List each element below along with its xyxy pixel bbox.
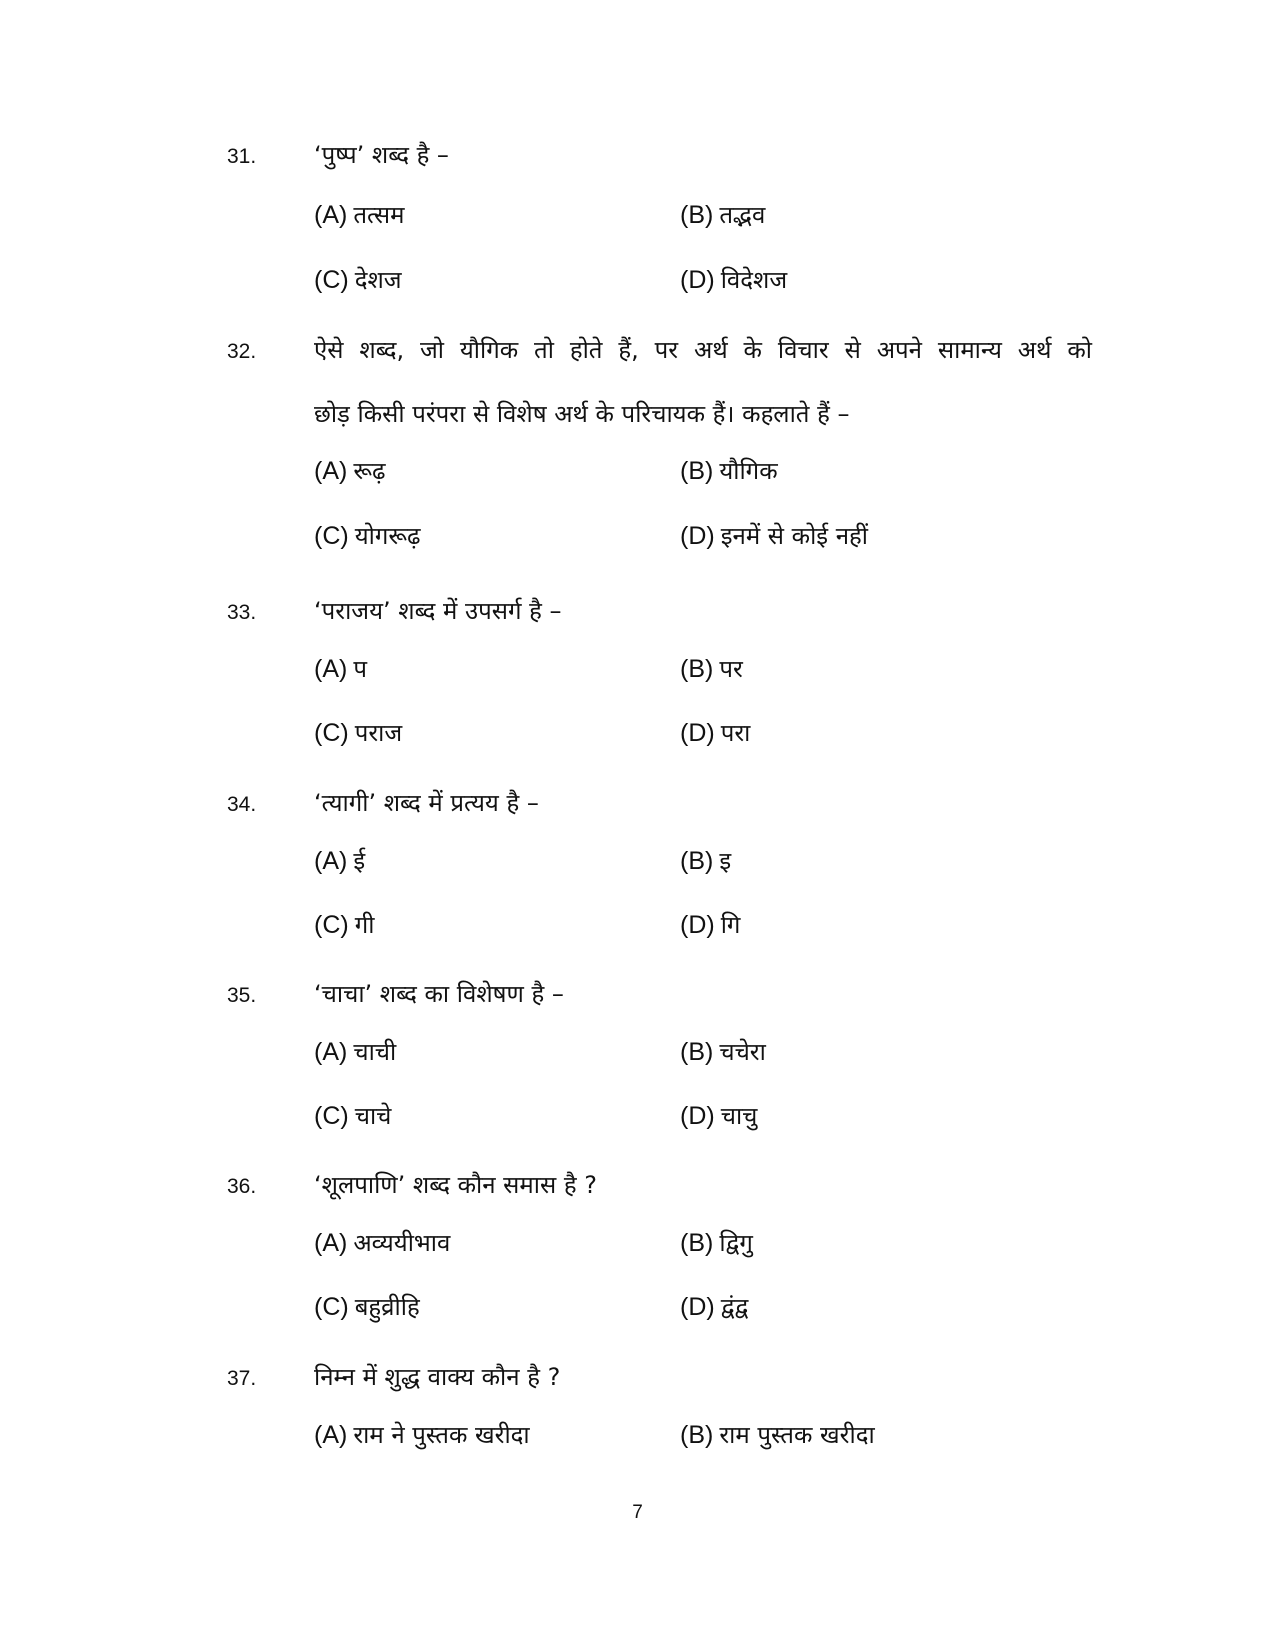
- question-line: [0, 394, 1275, 434]
- option-a[interactable]: [314, 1034, 396, 1070]
- question-line: [0, 1357, 1275, 1397]
- option-text: गि: [720, 911, 741, 939]
- option-label: (A): [314, 1229, 348, 1257]
- question-number: 32.: [227, 340, 257, 363]
- option-b[interactable]: [680, 843, 731, 879]
- question-text: ‘पुष्प’ शब्द है –: [314, 141, 449, 169]
- page-number: 7: [632, 1502, 643, 1523]
- option-c[interactable]: [314, 715, 402, 751]
- option-text: चाचे: [354, 1102, 392, 1130]
- option-text: अव्ययीभाव: [353, 1229, 451, 1257]
- question-number: 33.: [227, 601, 257, 624]
- question-text: ‘त्यागी’ शब्द में प्रत्यय है –: [314, 789, 539, 817]
- option-a[interactable]: [314, 197, 404, 233]
- option-text: राम ने पुस्तक खरीदा: [353, 1421, 530, 1449]
- option-b[interactable]: [680, 1417, 875, 1453]
- option-text: चाचु: [720, 1102, 758, 1130]
- option-label: (A): [314, 655, 348, 683]
- option-text: इनमें से कोई नहीं: [720, 522, 868, 550]
- option-d[interactable]: [680, 715, 750, 751]
- question-line: [0, 330, 1275, 370]
- option-label: (D): [680, 911, 715, 939]
- option-label: (B): [680, 201, 714, 229]
- option-text: गी: [354, 911, 375, 939]
- question-line: [0, 783, 1275, 823]
- option-label: (B): [680, 1229, 714, 1257]
- option-b[interactable]: [680, 1034, 766, 1070]
- option-text: चाची: [353, 1038, 397, 1066]
- option-text: देशज: [354, 266, 402, 294]
- option-label: (B): [680, 1038, 714, 1066]
- option-a[interactable]: [314, 453, 386, 489]
- option-c[interactable]: [314, 907, 374, 943]
- option-label: (C): [314, 911, 349, 939]
- option-text: विदेशज: [720, 266, 788, 294]
- option-label: (B): [680, 457, 714, 485]
- option-label: (D): [680, 1293, 715, 1321]
- question-text: ‘शूलपाणि’ शब्द कौन समास है ?: [314, 1171, 597, 1199]
- option-text: इ: [719, 847, 732, 875]
- option-c[interactable]: [314, 262, 402, 298]
- option-label: (D): [680, 266, 715, 294]
- option-text: ई: [353, 847, 366, 875]
- option-label: (C): [314, 266, 349, 294]
- question-text: निम्न में शुद्ध वाक्य कौन है ?: [314, 1363, 561, 1391]
- option-d[interactable]: [680, 1098, 757, 1134]
- option-label: (D): [680, 522, 715, 550]
- option-label: (D): [680, 1102, 715, 1130]
- question-line: [0, 135, 1275, 175]
- option-label: (C): [314, 1293, 349, 1321]
- question-number: 37.: [227, 1367, 257, 1390]
- option-b[interactable]: [680, 197, 765, 233]
- option-d[interactable]: [680, 907, 740, 943]
- question-number: 35.: [227, 984, 257, 1007]
- question-number: 31.: [227, 145, 257, 168]
- option-d[interactable]: [680, 1289, 748, 1325]
- question-line: [0, 591, 1275, 631]
- option-text: बहुव्रीहि: [354, 1293, 420, 1321]
- option-label: (A): [314, 847, 348, 875]
- option-a[interactable]: [314, 651, 367, 687]
- option-label: (B): [680, 847, 714, 875]
- option-text: रूढ़: [353, 457, 386, 485]
- option-text: तद्भव: [719, 201, 766, 229]
- question-text: ‘पराजय’ शब्द में उपसर्ग है –: [314, 597, 562, 625]
- option-text: प: [353, 655, 367, 683]
- option-text: पराज: [354, 719, 403, 747]
- option-b[interactable]: [680, 1225, 753, 1261]
- option-d[interactable]: [680, 262, 787, 298]
- option-text: तत्सम: [353, 201, 405, 229]
- question-line: [0, 1165, 1275, 1205]
- question-number: 36.: [227, 1175, 257, 1198]
- option-text: परा: [720, 719, 751, 747]
- option-label: (C): [314, 522, 349, 550]
- option-label: (C): [314, 1102, 349, 1130]
- option-text: द्विगु: [719, 1229, 753, 1257]
- option-text: राम पुस्तक खरीदा: [719, 1421, 875, 1449]
- option-label: (C): [314, 719, 349, 747]
- option-d[interactable]: [680, 518, 868, 554]
- option-b[interactable]: [680, 453, 778, 489]
- option-a[interactable]: [314, 843, 365, 879]
- option-text: चचेरा: [719, 1038, 766, 1066]
- option-text: यौगिक: [719, 457, 778, 485]
- option-a[interactable]: [314, 1417, 530, 1453]
- option-b[interactable]: [680, 651, 743, 687]
- question-line: [0, 974, 1275, 1014]
- option-c[interactable]: [314, 1098, 391, 1134]
- question-text: छोड़ किसी परंपरा से विशेष अर्थ के परिचायक हैं। कहलाते हैं –: [314, 400, 850, 428]
- option-label: (D): [680, 719, 715, 747]
- option-c[interactable]: [314, 1289, 420, 1325]
- option-text: योगरूढ़: [354, 522, 421, 550]
- option-label: (A): [314, 457, 348, 485]
- option-label: (A): [314, 1038, 348, 1066]
- option-label: (A): [314, 1421, 348, 1449]
- question-number: 34.: [227, 793, 257, 816]
- option-label: (B): [680, 655, 714, 683]
- option-c[interactable]: [314, 518, 421, 554]
- option-a[interactable]: [314, 1225, 450, 1261]
- question-text: ‘चाचा’ शब्द का विशेषण है –: [314, 980, 564, 1008]
- option-label: (A): [314, 201, 348, 229]
- option-text: पर: [719, 655, 743, 683]
- option-text: द्वंद्व: [720, 1293, 749, 1321]
- question-text: ऐसे शब्द, जो यौगिक तो होते हैं, पर अर्थ के विचार से अपने सामान्य अर्थ को: [314, 336, 1092, 364]
- option-label: (B): [680, 1421, 714, 1449]
